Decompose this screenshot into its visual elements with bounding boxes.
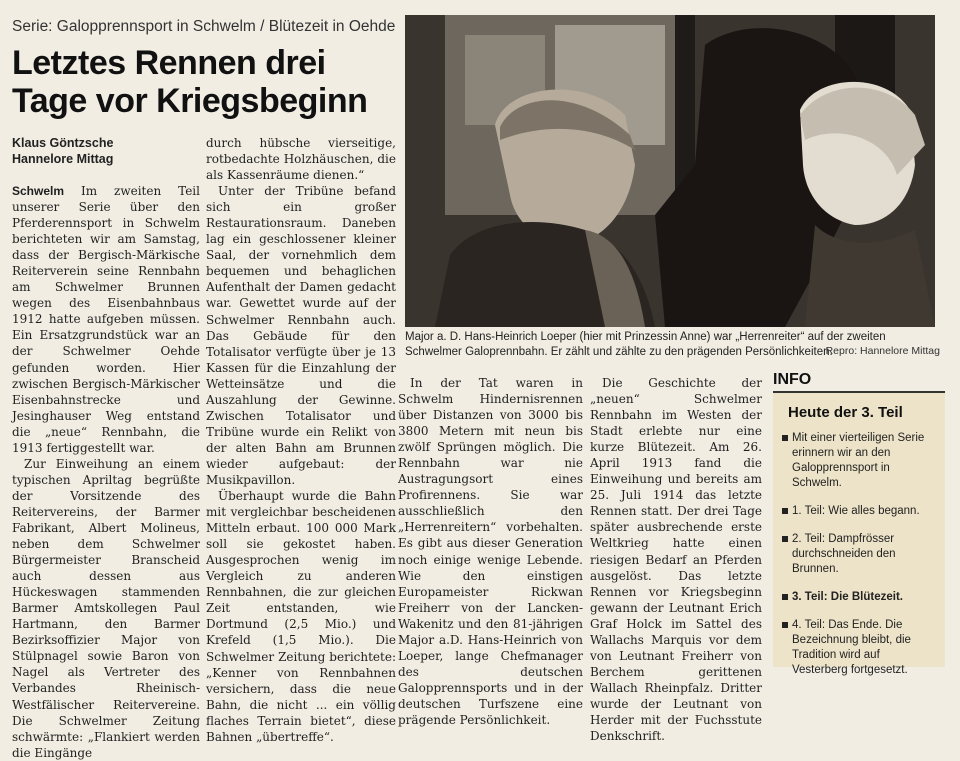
paragraph: durch hübsche vierseitige, rotbedachte Holzhäuschen, die als Kassenräume dienen.“ bbox=[206, 136, 396, 183]
info-item-text: 3. Teil: Die Blütezeit. bbox=[792, 591, 903, 603]
author-2: Hannelore Mittag bbox=[12, 152, 114, 166]
info-item bbox=[782, 431, 935, 491]
info-item-text: 1. Teil: Wie alles begann. bbox=[792, 505, 920, 517]
info-item bbox=[782, 618, 935, 678]
info-heading: Heute der 3. Teil bbox=[788, 404, 903, 421]
bullet-square-icon bbox=[782, 508, 788, 514]
bullet-square-icon bbox=[782, 435, 788, 441]
info-item-text: 2. Teil: Dampfrösser durchschneiden den Brunnen. bbox=[792, 533, 896, 575]
photo-illustration bbox=[405, 15, 935, 327]
photo-credit: Repro: Hannelore Mittag bbox=[825, 345, 940, 357]
bullet-square-icon bbox=[782, 622, 788, 628]
author-1: Klaus Göntzsche bbox=[12, 136, 114, 150]
info-item-text: 4. Teil: Das Ende. Die Bezeichnung bleibt, die Tradition wird auf Vesterberg fortgesetzt. bbox=[792, 619, 911, 676]
paragraph: In der Tat waren in Schwelm Hindernisrennen über Distanzen von 3000 bis 3800 Metern mit neun bis zwölf Sprüngen möglich. Die Rennbahn war nie Austragungsort eines Profirennens. Sie war ausschließlich den „Herrenreitern“ vorbehalten. Es gibt aus dieser Generation noch einige wenige Lebende. Wie den einstigen Europameister Rickwan Freiherr von der Lancken-Wakenitz und den 81-jährigen Major a.D. Hans-Heinrich von Loeper, lange Chefmanager des deutschen Galopprennsports und in der deutschen Turfszene eine prägende Persönlichkeit. bbox=[398, 376, 583, 727]
article-column-2 bbox=[206, 135, 396, 744]
article-column-3 bbox=[398, 375, 583, 727]
info-item-current bbox=[782, 590, 935, 605]
paragraph bbox=[12, 183, 200, 456]
paragraph: Die Geschichte der „neuen“ Schwelmer Rennbahn im Westen der Stadt erlebte nur eine kurze Blütezeit. Am 26. April 1913 fand die Einweihung und bereits am 25. Juli 1914 das letzte Rennen statt. Der drei Tage später ausbrechende erste Weltkrieg hatte einen riesigen Bedarf an Pferden ausgelöst. Das letzte Rennen vor Kriegsbeginn gewann der Leutnant Erich Graf Holck im Sattel des Wallachs Marquis vor dem von Leutnant Freiherr von Berchem gerittenen Wallach Rheinpfalz. Dritter wurde der Leutnant von Herder mit der Fuchsstute Denkschrift. bbox=[590, 376, 762, 744]
info-tag: INFO bbox=[773, 371, 812, 388]
info-box bbox=[773, 391, 945, 676]
series-kicker: Serie: Galopprennsport in Schwelm / Blütezeit in Oehde bbox=[12, 18, 396, 35]
paragraph: Überhaupt wurde die Bahn mit vergleichbar bescheidenen Mitteln erbaut. 100 000 Mark soll sie gekostet haben. Ausgesprochen wenig im Vergleich zu anderen Rennbahnen, die zur gleichen Zeit entstanden, wie Dortmund (2,5 Mio.) und Krefeld (1,5 Mio.). Die Schwelmer Zeitung berichtete: „Kenner von Rennbahnen versichern, dass die neue Bahn, die nicht ... ein völlig flaches Terrain bietet“, diese Bahnen „übertreffe“. bbox=[206, 489, 396, 744]
paragraph-text: Im zweiten Teil unserer Serie über den Pferderennsport in Schwelm berichteten wir am Samstag, dass der Bergisch-Märkische Reiterverein seine Rennbahn am Schwelmer Brunnen wegen des Eisenbahnbaus 1912 hatte aufgeben müssen. Ein Ersatzgrundstück war an der Schwelmer Oehde gefunden worden. Hier zwischen Bergisch-Märkischer Eisenbahnstrecke und Jesinghauser Weg entstand die „neue“ Rennbahn, die 1913 fertiggestellt war. bbox=[12, 184, 200, 455]
headline-line-2: Tage vor Kriegsbeginn bbox=[12, 82, 368, 120]
article-column-4 bbox=[590, 375, 762, 744]
paragraph: Unter der Tribüne befand sich ein großer Restaurationsraum. Daneben lag ein geschlossener kleiner Saal, der vornehmlich dem bequemen und behaglichen Aufenthalt der Damen gedacht war. Gewettet wurde auf der Schwelmer Rennbahn auch. Das Gebäude für den Totalisator verfügte über je 13 Kassen für die Einzahlung der Wetteinsätze und die Auszahlung der Gewinne. Zwischen Totalisator und Tribüne wurde ein Relikt von der alten Bahn am Brunnen wieder aufgebaut: der Musikpavillon. bbox=[206, 184, 396, 487]
info-item bbox=[782, 504, 935, 519]
headline-line-1: Letztes Rennen drei bbox=[12, 44, 326, 82]
paragraph: Zur Einweihung an einem typischen Apriltag begrüßte der Vorsitzende des Reitervereins, der Barmer Fabrikant, Albert Molineus, neben dem Schwelmer Bürgermeister Branscheid auch dessen aus Hückeswagen stammenden Barmer Amtskollegen Paul Hartmann, den Barmer Bezirksoffizier Major von Stülpnagel sowie Baron von Nagel als Vertreter des Verbandes Rheinisch-Westfälischer Reitervereine. Die Schwelmer Zeitung schwärmte: „Flankiert werden die Eingänge bbox=[12, 456, 200, 760]
authors bbox=[12, 135, 202, 167]
photo bbox=[405, 15, 935, 327]
bullet-square-icon bbox=[782, 594, 788, 600]
bullet-square-icon bbox=[782, 536, 788, 542]
info-item-text: Mit einer vierteiligen Serie erinnern wir an den Galopprennsport in Schwelm. bbox=[792, 432, 925, 489]
info-item bbox=[782, 532, 935, 577]
headline bbox=[12, 44, 397, 120]
article-column-1 bbox=[12, 183, 200, 760]
photo-caption: Major a. D. Hans-Heinrich Loeper (hier mit Prinzessin Anne) war „Herrenreiter“ auf der zweiten Schwelmer Galoprennbahn. Er zählt und zählte zu den prägenden Persönlichkeiten. bbox=[405, 331, 886, 358]
dateline: Schwelm bbox=[12, 184, 65, 198]
